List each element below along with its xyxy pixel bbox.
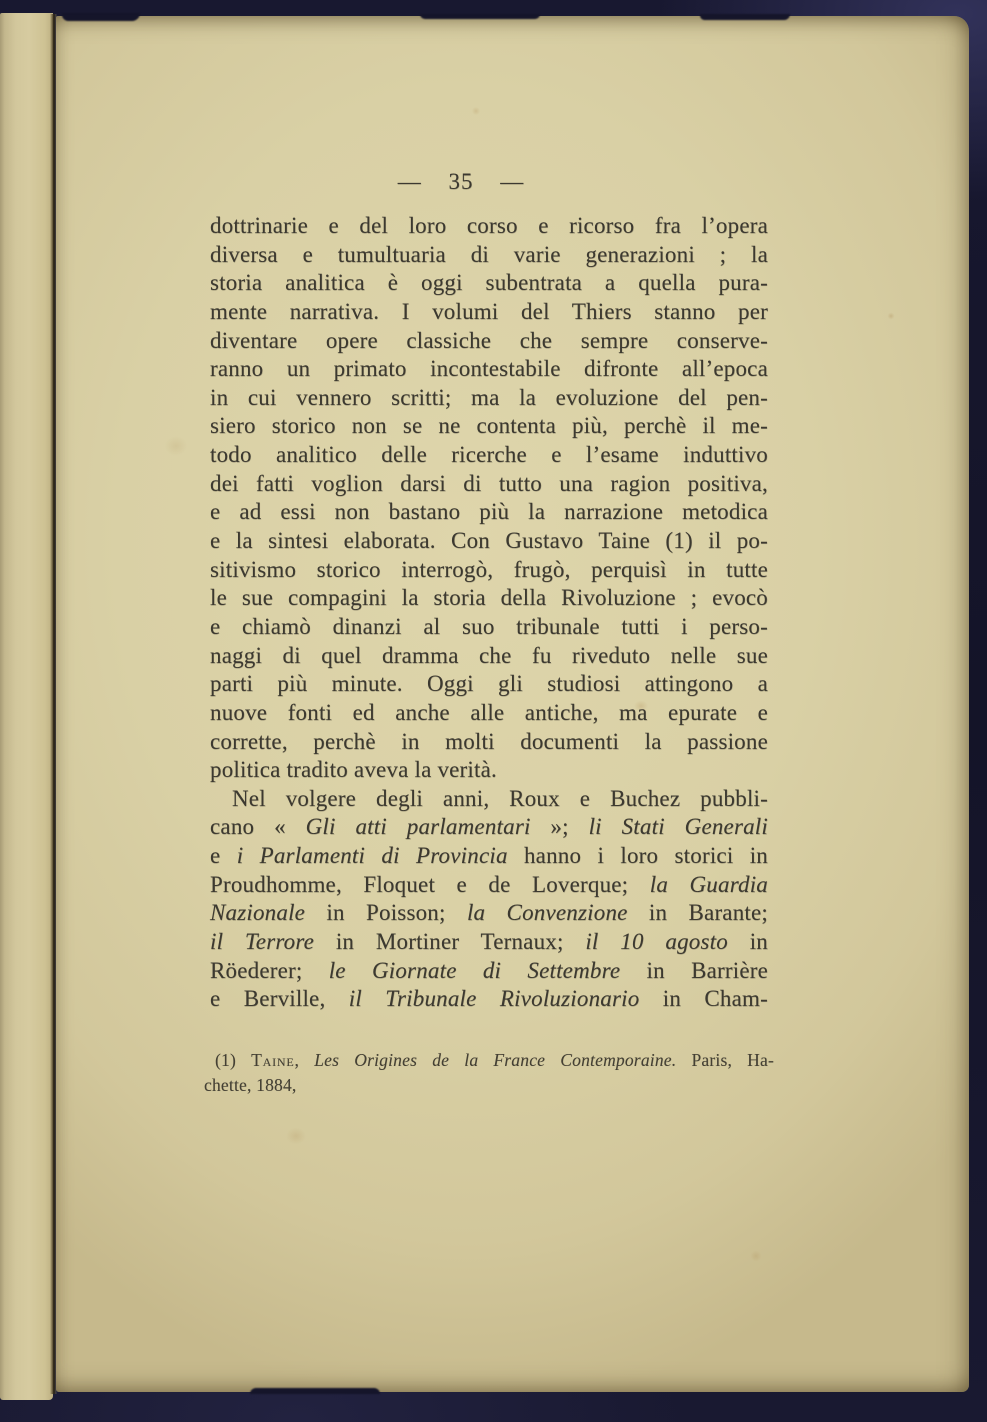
text-segment: (1) <box>215 1050 252 1070</box>
text-line <box>210 355 768 384</box>
text-segment: sitivismo storico interrogò, frugò, perquisì in tutte <box>210 556 768 582</box>
text-segment: ranno un primato incontestabile difronte all’epoca <box>210 356 768 382</box>
text-segment: li Stati Generali <box>588 814 768 840</box>
text-line <box>210 842 768 871</box>
text-segment: in Barrière <box>620 957 768 983</box>
text-line <box>210 985 768 1014</box>
text-segment: il Tribunale Rivoluzionario <box>348 986 640 1012</box>
text-line <box>210 470 768 499</box>
text-segment: il Terrore <box>210 929 315 955</box>
text-segment: e ad essi non bastano più la narrazione metodica <box>210 499 768 525</box>
text-segment: Taine <box>251 1050 295 1070</box>
text-segment: in cui vennero scritti; ma la evoluzione del pen- <box>210 384 768 410</box>
text-line <box>210 899 768 928</box>
text-segment: chette, 1884, <box>204 1075 297 1095</box>
text-line <box>204 1073 774 1098</box>
text-segment: Gli atti parlamentari <box>305 814 531 840</box>
text-segment: storia analitica è oggi subentrata a quella pura- <box>210 270 768 296</box>
text-segment: il 10 agosto <box>585 929 728 955</box>
text-line <box>210 556 768 585</box>
footnote <box>204 1048 774 1098</box>
text-segment: mente narrativa. I volumi del Thiers stanno per <box>210 298 768 324</box>
text-segment: in Cham- <box>639 986 768 1012</box>
text-line <box>210 498 768 527</box>
text-segment: e chiamò dinanzi al suo tribunale tutti i perso- <box>210 613 768 639</box>
text-line <box>210 441 768 470</box>
text-line <box>210 212 768 241</box>
text-line <box>210 327 768 356</box>
deckle-notch <box>420 14 540 19</box>
text-segment: diversa e tumultuaria di varie generazioni ; la <box>210 241 768 267</box>
text-line <box>210 871 768 900</box>
text-segment: cano « <box>210 814 306 840</box>
text-segment: politica tradito aveva la verità. <box>210 757 497 783</box>
text-line <box>210 813 768 842</box>
text-segment: hanno i loro storici in <box>507 843 769 869</box>
page-number: — 35 — <box>397 169 525 194</box>
text-segment: le sue compagini la storia della Rivoluzione ; evocò <box>210 585 768 611</box>
text-segment: la Guardia <box>649 871 768 897</box>
text-segment: Proudhomme, Floquet e de Loverque; <box>210 871 650 897</box>
text-line <box>210 957 768 986</box>
text-segment: i Parlamenti di Provincia <box>236 843 508 869</box>
text-segment: dei fatti voglion darsi di tutto una ragion positiva, <box>210 470 768 496</box>
text-segment: Nel volgere degli anni, Roux e Buchez pubbli- <box>232 785 768 811</box>
text-segment: e la sintesi elaborata. Con Gustavo Taine (1) il po- <box>210 528 768 554</box>
text-segment: in Poisson; <box>305 900 467 926</box>
text-segment: , <box>294 1050 315 1070</box>
text-segment: nuove fonti ed anche alle antiche, ma epurate e <box>210 699 768 725</box>
body-text <box>210 212 768 1014</box>
text-segment: naggi di quel dramma che fu riveduto nelle sue <box>210 642 768 668</box>
book-page <box>56 16 969 1392</box>
text-line <box>210 527 768 556</box>
text-line <box>210 613 768 642</box>
text-line <box>210 412 768 441</box>
text-segment: Paris, Ha- <box>676 1050 774 1070</box>
text-segment: Röederer; <box>210 957 329 983</box>
text-segment: le Giornate di Settembre <box>328 957 621 983</box>
text-line <box>210 384 768 413</box>
text-line <box>210 756 768 785</box>
text-segment: in Mortiner Ternaux; <box>314 929 586 955</box>
text-line <box>210 298 768 327</box>
text-line <box>210 785 768 814</box>
text-segment: corrette, perchè in molti documenti la passione <box>210 728 768 754</box>
text-segment: dottrinarie e del loro corso e ricorso fra l’opera <box>210 213 768 238</box>
text-line <box>210 241 768 270</box>
deckle-notch <box>700 14 790 20</box>
previous-page-edge <box>0 13 53 1400</box>
text-line <box>210 928 768 957</box>
text-segment: in Barante; <box>627 900 769 926</box>
text-segment: »; <box>530 814 589 840</box>
text-segment: Les Origines de la France Contemporaine. <box>314 1050 677 1070</box>
text-segment: la Convenzione <box>466 900 628 926</box>
text-line <box>210 728 768 757</box>
text-segment: e <box>210 843 237 869</box>
text-line <box>210 642 768 671</box>
deckle-notch <box>62 13 140 21</box>
text-segment: e Berville, <box>210 986 349 1012</box>
text-line <box>210 269 768 298</box>
text-line <box>210 670 768 699</box>
text-line <box>204 1048 774 1073</box>
text-segment: in <box>727 929 768 955</box>
text-segment: siero storico non se ne contenta più, perchè il me- <box>210 413 768 439</box>
text-segment: diventare opere classiche che sempre conserve- <box>210 327 768 353</box>
text-line <box>210 699 768 728</box>
text-segment: todo analitico delle ricerche e l’esame induttivo <box>210 442 768 468</box>
text-segment: parti più minute. Oggi gli studiosi attingono a <box>210 671 768 697</box>
text-line <box>210 584 768 613</box>
deckle-notch <box>250 1388 380 1394</box>
text-segment: Nazionale <box>210 900 306 926</box>
